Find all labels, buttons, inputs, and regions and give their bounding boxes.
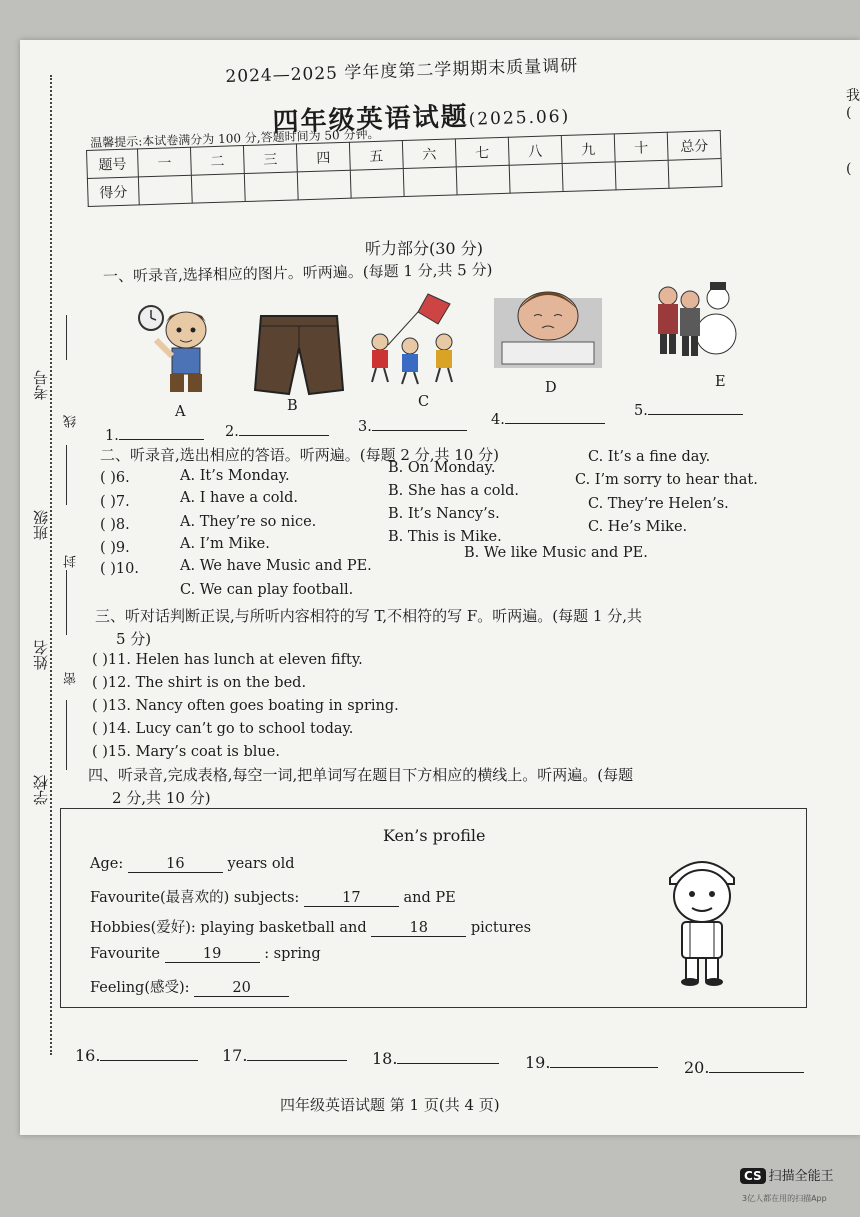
label-banji: 班级	[32, 510, 50, 540]
q10-option-b: B. We like Music and PE.	[464, 545, 648, 561]
section3-title-cont: 5 分)	[116, 630, 152, 648]
section1-title: 一、听录音,选择相应的图片。听两遍。(每题 1 分,共 5 分)	[102, 260, 493, 286]
profile-subjects-row: Favourite(最喜欢的) subjects: 17 and PE	[90, 890, 456, 906]
section2-title: 二、听录音,选出相应的答语。听两遍。(每题 2 分,共 10 分)	[100, 446, 499, 464]
xingming-line	[66, 570, 67, 635]
q10-number[interactable]: ( )10.	[100, 561, 139, 577]
score-row-points: 得分	[87, 159, 722, 207]
q9-option-b: B. This is Mike.	[388, 529, 502, 545]
blank-18: 18	[371, 920, 466, 937]
q8-option-b: B. It’s Nancy’s.	[388, 506, 500, 522]
banji-line	[66, 445, 67, 505]
exam-title: 四年级英语试题(2025.06)	[272, 101, 571, 138]
q6-option-a: A. It’s Monday.	[180, 468, 290, 484]
q6-option-b: B. On Monday.	[388, 460, 496, 476]
q10-option-a: A. We have Music and PE.	[180, 558, 372, 574]
s4-answer-16[interactable]: 16.	[75, 1046, 198, 1065]
s1-answer-5[interactable]: 5.	[634, 403, 743, 419]
q8-number[interactable]: ( )8.	[100, 517, 130, 533]
q10-option-c: C. We can play football.	[180, 582, 354, 598]
s4-answer-17[interactable]: 17.	[222, 1046, 347, 1065]
q9-number[interactable]: ( )9.	[100, 540, 130, 556]
picture-c-kids-kite	[358, 290, 470, 386]
binding-dotted-line	[50, 75, 52, 1055]
s4-answer-18[interactable]: 18.	[372, 1049, 499, 1068]
kaohao-line	[66, 315, 67, 360]
q7-option-a: A. I have a cold.	[180, 490, 299, 506]
label-kaohao: 考号	[32, 370, 50, 400]
profile-favourite-row: Favourite 19 : spring	[90, 946, 321, 962]
q7-number[interactable]: ( )7.	[100, 494, 130, 510]
label-mi: 密	[64, 672, 79, 685]
blank-20: 20	[194, 980, 289, 997]
q13-item[interactable]: ( )13. Nancy often goes boating in spring.	[92, 698, 399, 714]
section3-title: 三、听对话判断正误,与所听内容相符的写 T,不相符的写 F。听两遍。(每题 1 分,共	[95, 607, 642, 625]
picture-e-snowman	[652, 274, 742, 362]
section4-title-cont: 2 分,共 10 分)	[112, 789, 211, 807]
ken-picture	[664, 848, 740, 988]
q15-item[interactable]: ( )15. Mary’s coat is blue.	[92, 744, 280, 760]
q7-option-c: C. I’m sorry to hear that.	[575, 472, 758, 488]
q8-option-a: A. They’re so nice.	[180, 514, 317, 530]
blank-16: 16	[128, 856, 223, 873]
label-xingming: 姓名	[32, 640, 50, 670]
s1-answer-4[interactable]: 4.	[491, 412, 605, 428]
q7-option-b: B. She has a cold.	[388, 483, 520, 499]
s1-answer-3[interactable]: 3.	[358, 419, 467, 435]
q6-number[interactable]: ( )6.	[100, 470, 130, 486]
q12-item[interactable]: ( )12. The shirt is on the bed.	[92, 675, 307, 691]
s4-answer-19[interactable]: 19.	[525, 1053, 658, 1072]
picture-d-sick-boy	[494, 280, 602, 368]
xuexiao-line	[66, 700, 67, 770]
profile-title: Ken’s profile	[383, 826, 486, 845]
profile-age-row: Age: 16 years old	[90, 856, 295, 872]
cs-logo-icon: CS	[740, 1168, 766, 1184]
listening-title: 听力部分(30 分)	[365, 239, 483, 258]
page-footer: 四年级英语试题 第 1 页(共 4 页)	[280, 1096, 500, 1114]
section4-title: 四、听录音,完成表格,每空一词,把单词写在题目下方相应的横线上。听两遍。(每题	[88, 766, 634, 784]
q14-item[interactable]: ( )14. Lucy can’t go to school today.	[92, 721, 354, 737]
picture-a-boy-clock	[136, 300, 226, 400]
q11-item[interactable]: ( )11. Helen has lunch at eleven fifty.	[92, 652, 363, 668]
picture-b-shorts	[253, 312, 345, 398]
picture-d-label: D	[545, 380, 557, 396]
s4-answer-20[interactable]: 20.	[684, 1058, 804, 1077]
scanner-tagline: 3亿人都在用的扫描App	[742, 1194, 827, 1203]
exam-tip: 温馨提示:本试卷满分为 100 分,答题时间为 50 分钟。	[90, 126, 380, 150]
picture-c-label: C	[418, 394, 430, 410]
q8-option-c: C. They’re Helen’s.	[588, 496, 729, 512]
q9-option-a: A. I’m Mike.	[180, 536, 270, 552]
label-feng: 封	[64, 555, 79, 568]
s1-answer-1[interactable]: 1.	[105, 428, 204, 444]
label-xian: 线	[64, 415, 79, 428]
blank-17: 17	[304, 890, 399, 907]
next-page-edge: 我 ( (	[846, 88, 860, 177]
profile-hobbies-row: Hobbies(爱好): playing basketball and 18 pictures	[90, 920, 532, 936]
picture-e-label: E	[715, 374, 726, 390]
picture-b-label: B	[287, 398, 298, 414]
scanner-watermark: CS 扫描全能王	[740, 1165, 834, 1184]
profile-feeling-row: Feeling(感受): 20	[90, 976, 289, 997]
exam-year-line: 2024—2025 学年度第二学期期末质量调研	[225, 55, 579, 87]
score-row-number: 题号 一 二 三 四 五 六 七 八 九 十 总分	[87, 131, 722, 179]
q9-option-c: C. He’s Mike.	[588, 519, 688, 535]
picture-a-label: A	[175, 404, 186, 420]
q6-option-c: C. It’s a fine day.	[588, 449, 711, 465]
blank-19: 19	[165, 946, 260, 963]
s1-answer-2[interactable]: 2.	[225, 424, 329, 440]
label-xuexiao: 学校	[32, 775, 50, 805]
